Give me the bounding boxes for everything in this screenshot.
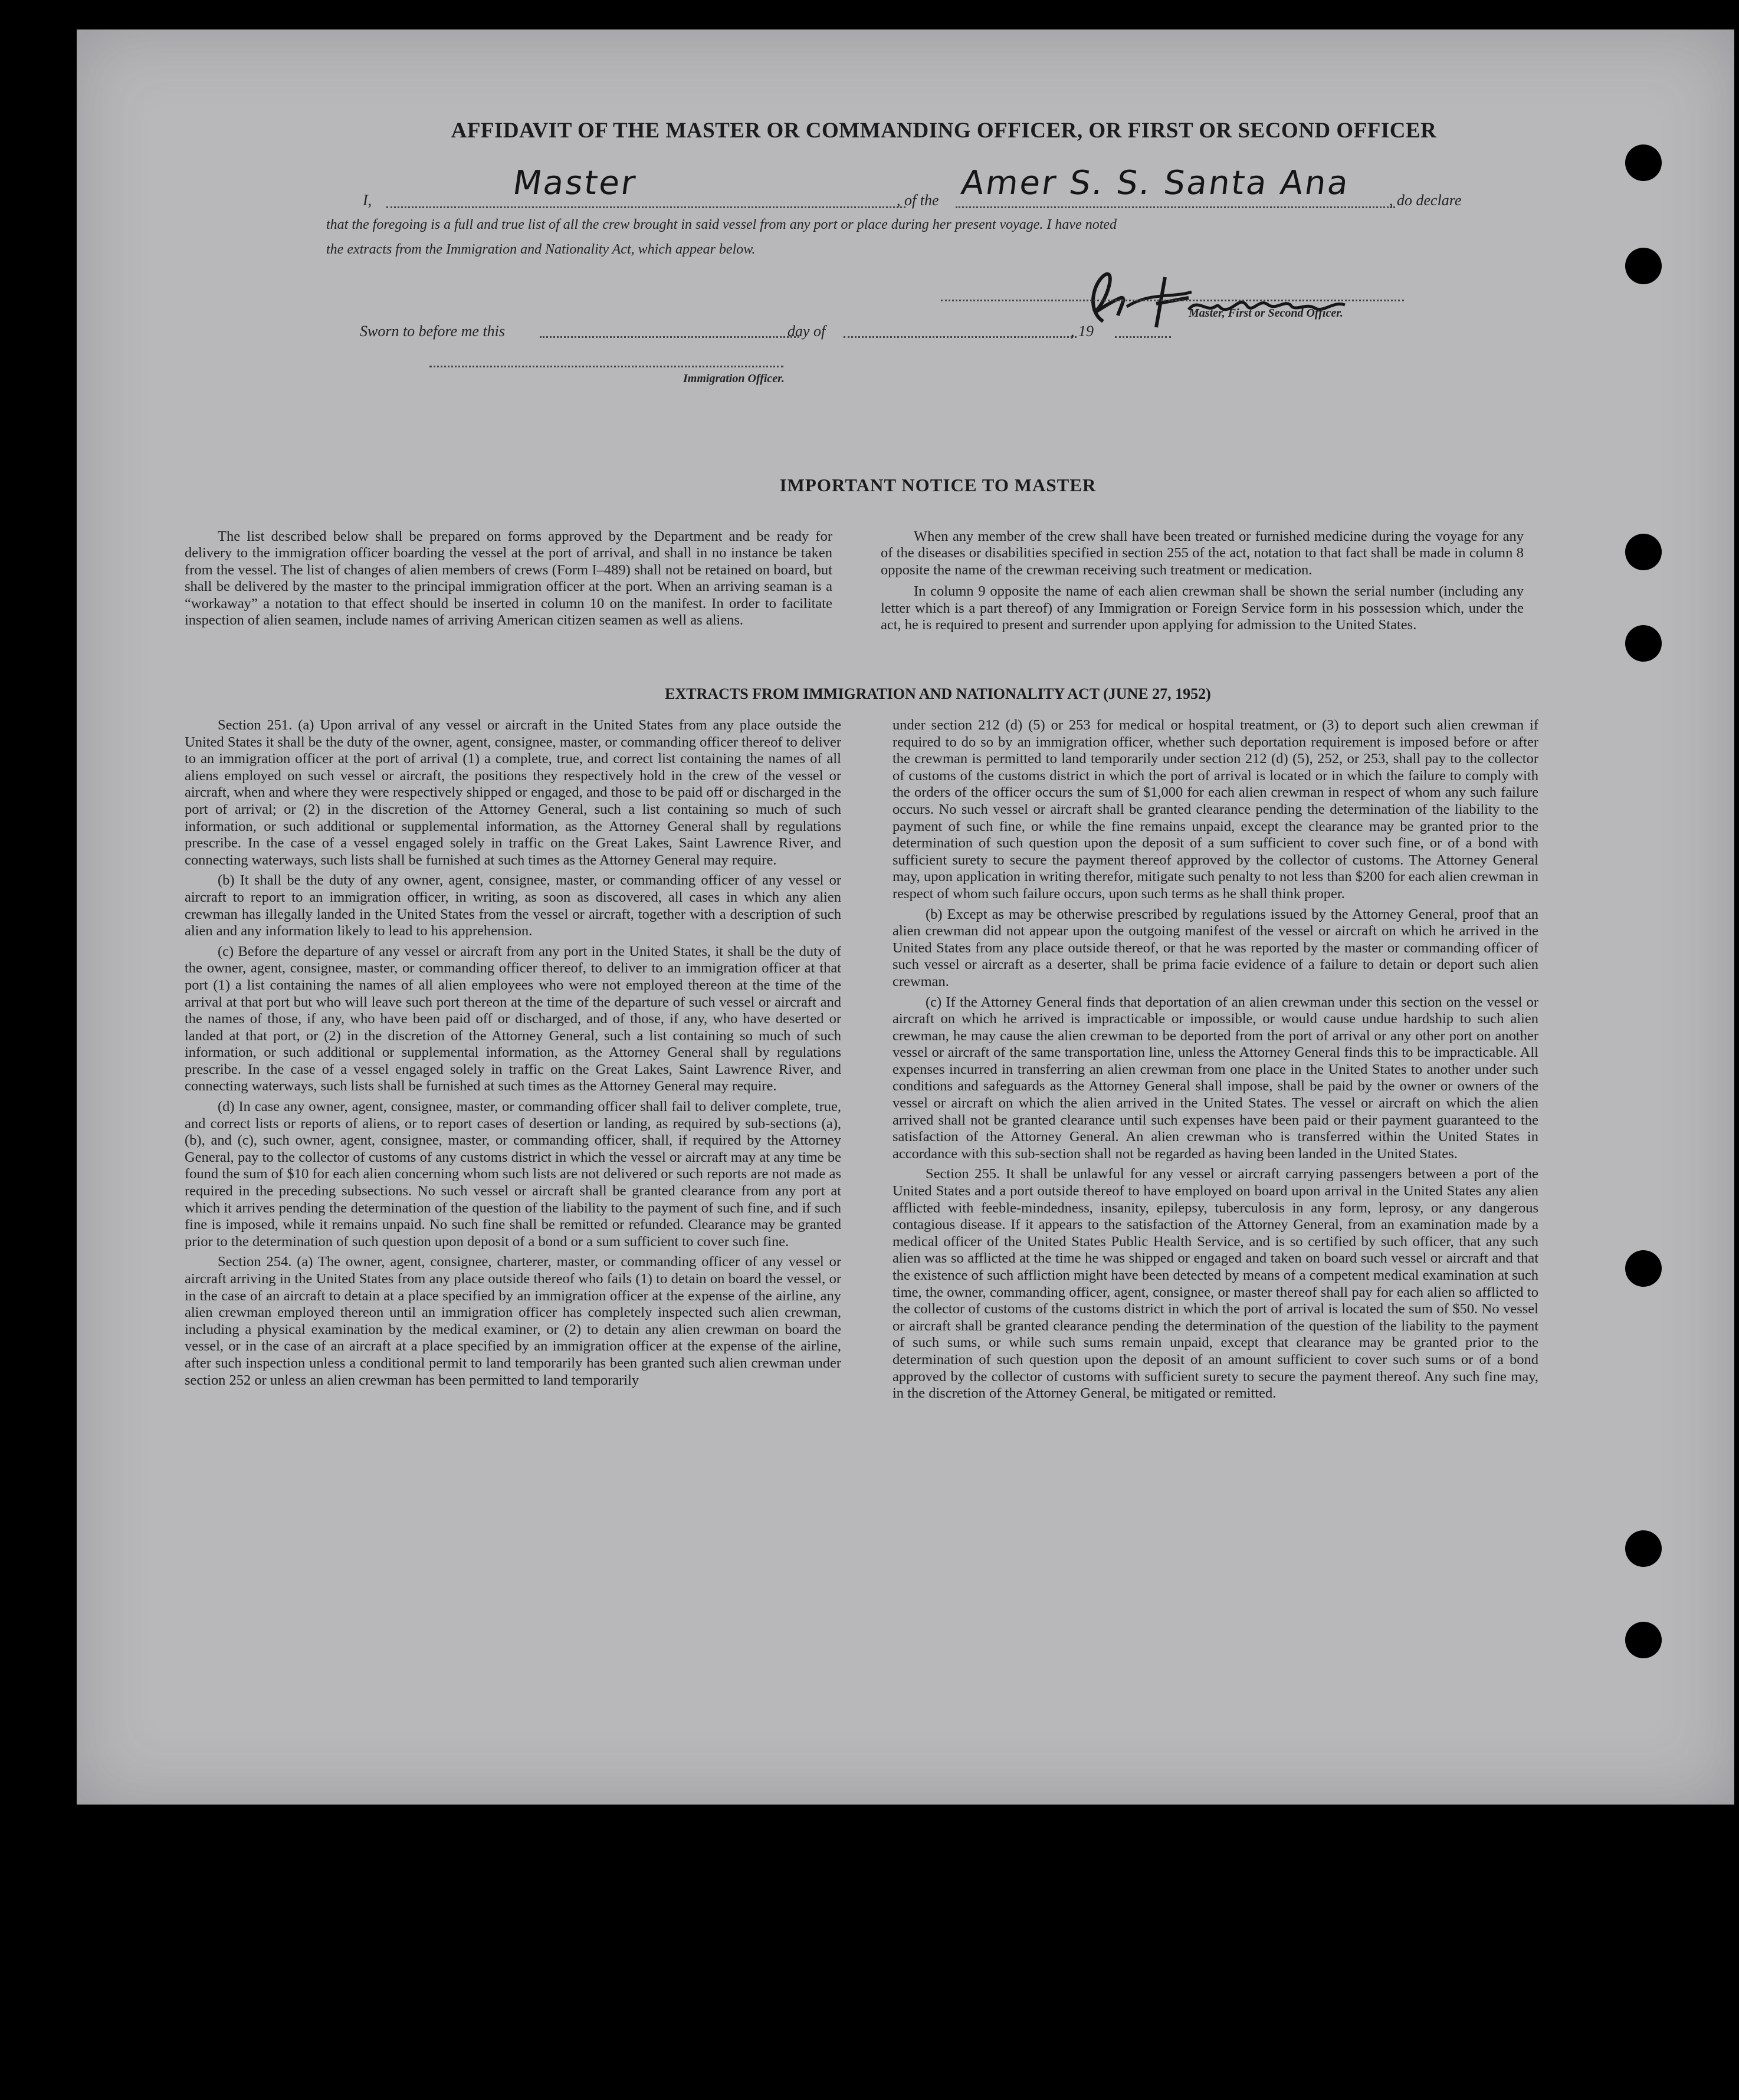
punch-hole <box>1625 248 1662 284</box>
section-251a: Section 251. (a) Upon arrival of any vessel or aircraft in the United States from any place outside the United States it shall be the duty of the owner, agent, consignee, master, or commanding officer thereof to deliver to an immigration officer at the port of arrival (1) a complete, true, and correct list containing the names of all aliens employed on such vessel or aircraft, the positions they respectively hold in the crew of the vessel or aircraft, when and where they were respectively shipped or engaged, and those to be paid off or discharged in the port of arrival; or (2) in the discretion of the Attorney General, such a list containing so much of such information, or such additional or supplemental information, as the Attorney General shall by regulations prescribe. In the case of a vessel engaged solely in traffic on the Great Lakes, Saint Lawrence River, and connecting waterways, such lists shall be furnished at such times as the Attorney General may require. <box>185 717 841 868</box>
extracts-left-column <box>185 717 841 1392</box>
notice-title: IMPORTANT NOTICE TO MASTER <box>779 475 1097 495</box>
notice-left-text: The list described below shall be prepared on forms approved by the Department and be ready for delivery to the immigration officer boarding the vessel at the port of arrival, and shall in no instance be taken from the vessel. The list of changes of alien members of crews (Form I–489) shall not be retained on board, but shall be delivered by the master to the principal immigration officer at the port. When an arriving seaman is a “workaway” a notation to that effect should be inserted in column 10 on the manifest. In order to facilitate inspection of alien seamen, include names of arriving American citizen seamen as well as aliens. <box>185 528 832 629</box>
notice-right <box>881 528 1524 638</box>
punch-hole <box>1625 625 1662 662</box>
sworn-date-line <box>540 336 799 338</box>
notice-right-text-2: In column 9 opposite the name of each alien crewman shall be shown the serial number (including any letter which is a part thereof) of any Immigration or Foreign Service form in his possession which, under the act, he is required to present and surrender upon applying for admission to the United States. <box>881 583 1524 633</box>
handwritten-vessel: Amer S. S. Santa Ana <box>959 164 1353 202</box>
punch-hole <box>1625 534 1662 570</box>
handwritten-name: Master <box>510 164 639 202</box>
punch-hole <box>1625 1530 1662 1567</box>
extracts-right-column <box>893 717 1538 1406</box>
notice-left <box>185 528 832 633</box>
section-254a: Section 254. (a) The owner, agent, consignee, charterer, master, or commanding officer of any vessel or aircraft arriving in the United States from any place outside thereof who fails (1) to detain on board the vessel, or in the case of an aircraft to detain at a place specified by an immigration officer at the expense of the airline, any alien crewman employed thereon until an immigration officer has completely inspected such alien crewman, including a physical examination by the medical examiner, or (2) to detain any alien crewman on board the vessel, or in the case of an aircraft at a place specified by an immigration officer at the expense of the airline, after such inspection unless a conditional permit to land temporarily has been granted such alien crewman under section 252 or unless an alien crewman has been permitted to land temporarily <box>185 1254 841 1388</box>
officer-line <box>429 366 783 367</box>
notice-right-text-1: When any member of the crew shall have been treated or furnished medicine during the voyage for any of the diseases or disabilities specified in section 255 of the act, notation to that fact shall be made in column 8 opposite the name of the crewman receiving such treatment or medication. <box>881 528 1524 578</box>
punch-hole <box>1625 144 1662 181</box>
sworn-month-line <box>844 336 1077 338</box>
affidavit-line1-prefix: I, <box>363 192 372 209</box>
section-251b: (b) It shall be the duty of any owner, agent, consignee, master, or commanding officer of any vessel or aircraft to report to an immigration officer, in writing, as soon as discovered, all cases in which any alien crewman has illegally landed in the United States from the vessel or aircraft, together with a description of such alien and any information likely to lead to his apprehension. <box>185 872 841 939</box>
document-page <box>77 29 1734 1805</box>
section-251d: (d) In case any owner, agent, consignee, master, or commanding officer shall fail to deliver complete, true, and correct lists or reports of aliens, or to report cases of desertion or landing, as required by sub-sections (a), (b), and (c), such owner, agent, consignee, master, or commanding officer, shall, if required by the Attorney General, pay to the collector of customs of any customs district in which the vessel or aircraft may at any time be found the sum of $10 for each alien concerning whom such lists are not delivered or such reports are not made as required in the preceding subsections. No such vessel or aircraft shall be granted clearance from any port at which it arrives pending the determination of the question of the liability to the payment of such fine, and if such fine is imposed, while it remains unpaid. No such fine shall be remitted or refunded. Clearance may be granted prior to the determination of such question upon deposit of a bond or a sum sufficient to cover such fine. <box>185 1099 841 1250</box>
punch-hole <box>1625 1250 1662 1287</box>
section-251c: (c) Before the departure of any vessel or aircraft from any port in the United States, it shall be the duty of the owner, agent, consignee, master, or commanding officer thereof, to deliver to an immigration officer at that port (1) a list containing the names of all alien employees who were not employed thereon at the time of the arrival at that port but who will leave such port thereon at the time of the departure of such vessel or aircraft and the names of those, if any, who have been paid off or discharged, and of those, if any, who have deserted or landed at that port, or (2) in the discretion of the Attorney General, such a list containing so much of such information, or such additional or supplemental information, as the Attorney General shall by regulations prescribe. In the case of a vessel engaged solely in traffic on the Great Lakes, Saint Lawrence River, and connecting waterways, such lists shall be furnished at such times as the Attorney General may require. <box>185 943 841 1095</box>
sworn-year-line <box>1115 336 1171 338</box>
sworn-year: , 19 <box>1071 323 1094 340</box>
sworn-prefix: Sworn to before me this <box>360 323 506 340</box>
section-255: Section 255. It shall be unlawful for any vessel or aircraft carrying passengers between a port of the United States and a port outside thereof to have employed on board upon arrival in the United States any alien afflicted with feeble-mindedness, insanity, epilepsy, tuberculosis in any form, leprosy, or any dangerous contagious disease. If it appears to the satisfaction of the Attorney General, from an examination made by a medical officer of the United States Public Health Service, and is so certified by such officer, that any such alien was so afflicted at the time he was shipped or engaged and taken on board such vessel or aircraft and that the existence of such affliction might have been detected by means of a competent medical examination at such time, the owner, commanding officer, agent, consignee, or master thereof shall pay for each alien so afflicted to the collector of customs of the customs district in which the port of arrival is located the sum of $50. No vessel or aircraft shall be granted clearance pending the determination of the question of the liability to the payment of such sums, or while such sums remain unpaid, except that clearance may be granted prior to the determination of such question upon the deposit of an amount sufficient to cover such sums or of a bond approved by the collector of customs with sufficient surety to secure the payment thereof. Any such fine may, in the discretion of the Attorney General, be mitigated or remitted. <box>893 1166 1538 1402</box>
section-254b: (b) Except as may be otherwise prescribed by regulations issued by the Attorney General, proof that an alien crewman did not appear upon the outgoing manifest of the vessel or aircraft on which he arrived in the United States from any place outside thereof, or that he was reported by the master or commanding officer of such vessel or aircraft as a deserter, shall be prima facie evidence of a failure to detain or deport such alien crewman. <box>893 906 1538 990</box>
affidavit-line1-suffix: , do declare <box>1389 192 1462 209</box>
section-254c: (c) If the Attorney General finds that deportation of an alien crewman under this section on the vessel or aircraft on which he arrived is impracticable or impossible, or would cause undue hardship to such alien crewman, he may cause the alien crewman to be deported from the port of arrival or any other port on another vessel or aircraft of the same transportation line, unless the Attorney General finds this to be impracticable. All expenses incurred in transferring an alien crewman from one place in the United States to another under such conditions and safeguards as the Attorney General shall impose, shall be paid by the owner or owners of the vessel or aircraft on which the alien arrived in the United States. The vessel or aircraft on which the alien arrived shall not be granted clearance until such expenses have been paid or their payment guaranteed to the satisfaction of the Attorney General. An alien crewman who is transferred within the United States in accordance with this sub-section shall not be regarded as having been landed in the United States. <box>893 994 1538 1162</box>
punch-hole <box>1625 1622 1662 1658</box>
affidavit-title: AFFIDAVIT OF THE MASTER OR COMMANDING OFFICER, OR FIRST OR SECOND OFFICER <box>451 119 1437 143</box>
affidavit-line1-of: , of the <box>897 192 939 209</box>
extracts-title: EXTRACTS FROM IMMIGRATION AND NATIONALITY ACT (JUNE 27, 1952) <box>665 685 1211 702</box>
signature-line <box>941 300 1404 301</box>
affidavit-line3: the extracts from the Immigration and Nationality Act, which appear below. <box>326 242 756 257</box>
affidavit-line2: that the foregoing is a full and true list of all the crew brought in said vessel from any port or place during her present voyage. I have noted <box>326 217 1117 232</box>
vessel-line <box>956 206 1395 208</box>
sworn-day: day of <box>788 323 826 340</box>
signature-caption: Master, First or Second Officer. <box>1189 307 1343 320</box>
name-line <box>386 206 905 208</box>
officer-caption: Immigration Officer. <box>683 372 785 385</box>
section-254a-continued: under section 212 (d) (5) or 253 for medical or hospital treatment, or (3) to deport such alien crewman if required to do so by an immigration officer, whether such deportation requirement is imposed before or after the crewman is permitted to land temporarily under section 212 (d) (5), 252, or 253, shall pay to the collector of customs of the customs district in which the port of arrival is located or in which the failure to comply with the orders of the officer occurs the sum of $1,000 for each alien crewman in respect of whom any such failure occurs. No such vessel or aircraft shall be granted clearance pending the determination of the liability to the payment of such fine, or while the fine remains unpaid, except the clearance may be granted prior to the determination of such question upon the deposit of a sum sufficient to cover such fine, or of a bond with sufficient surety to secure the payment thereof approved by the collector of customs. The Attorney General may, upon application in writing therefor, mitigate such penalty to not less than $200 for each alien crewman in respect of whom such failure occurs, upon such terms as he shall think proper. <box>893 717 1538 902</box>
